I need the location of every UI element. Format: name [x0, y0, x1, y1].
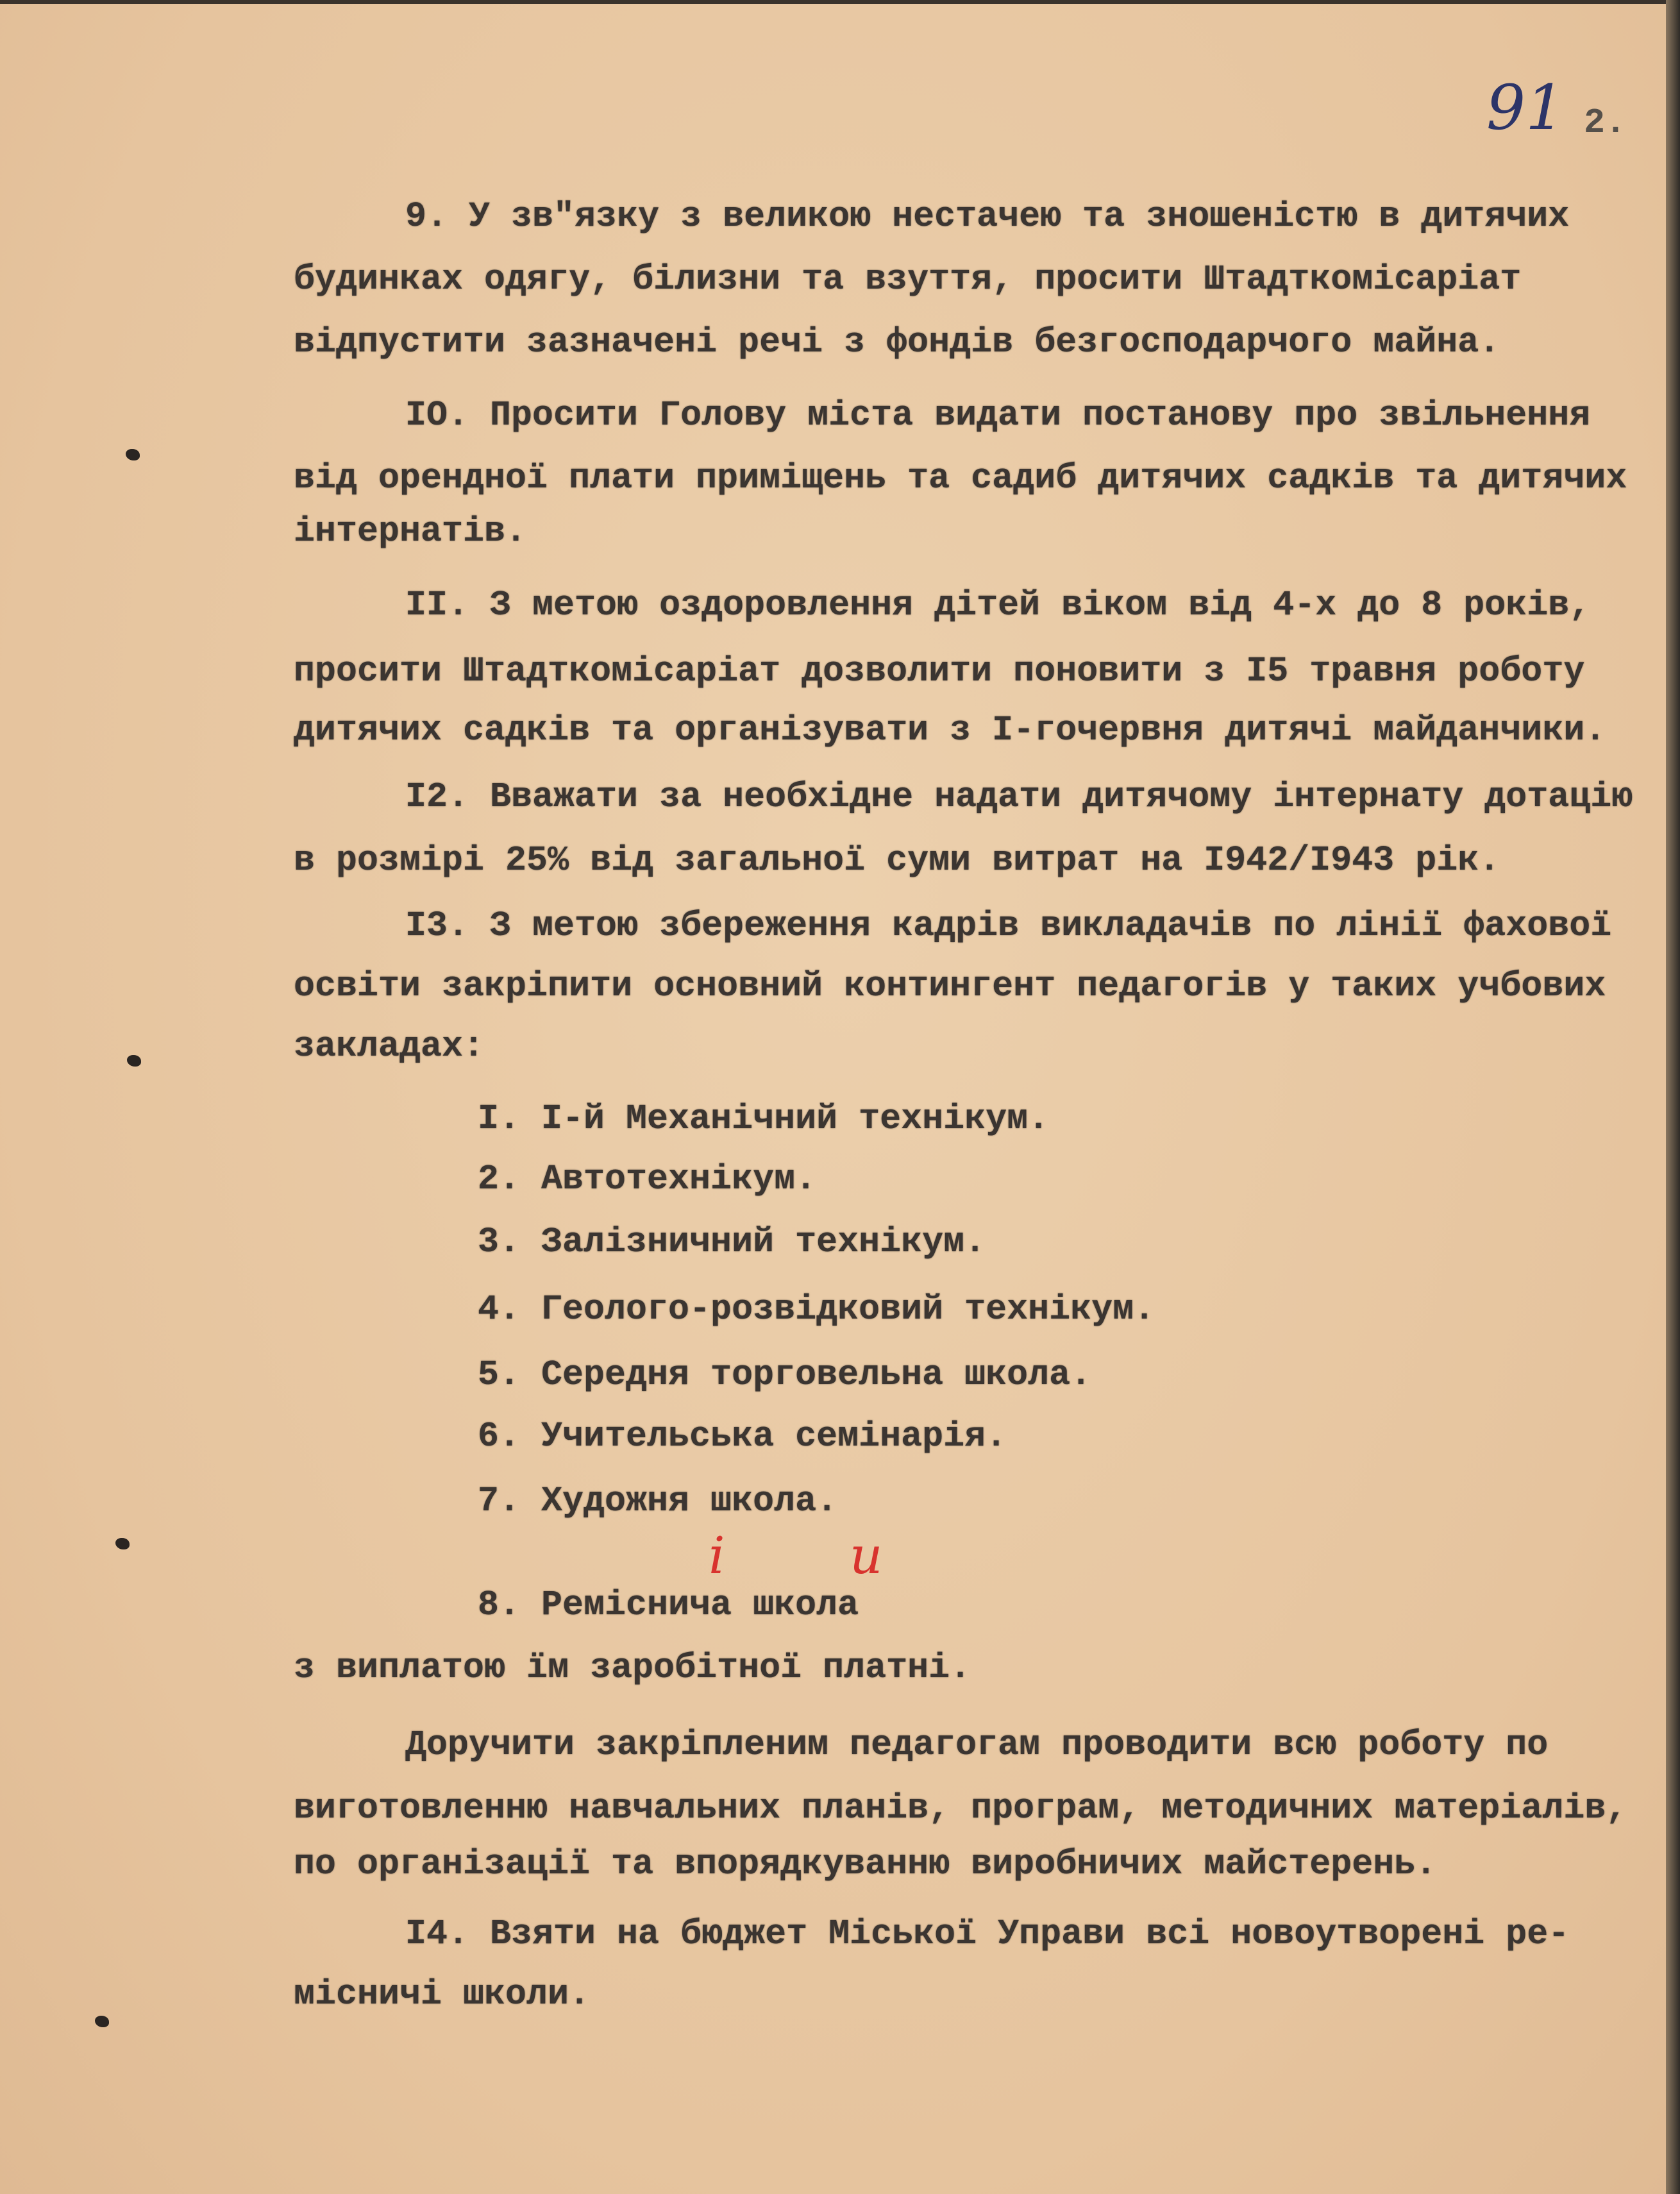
- text-line: просити Штадткомісаріат дозволити поновити з I5 травня роботу: [294, 651, 1585, 691]
- institution-list-item: 4. Геолого-розвідковий технікум.: [478, 1289, 1155, 1329]
- text-line: II. З метою оздоровлення дітей віком від 4-х до 8 років,: [405, 585, 1591, 625]
- institution-list-item: 3. Залізничний технікум.: [478, 1222, 986, 1262]
- text-line: від орендної плати приміщень та садиб дитячих садків та дитячих: [294, 458, 1627, 498]
- text-line: освіти закріпити основний контингент педагогів у таких учбових: [294, 966, 1606, 1006]
- text-line: I2. Вважати за необхідне надати дитячому інтернату дотацію: [405, 777, 1633, 817]
- handwritten-page-number: 91: [1486, 72, 1565, 144]
- punch-hole-mark: [95, 2016, 109, 2027]
- institution-list-item: 6. Учительська семінарія.: [478, 1416, 1007, 1456]
- institution-list-item: I. I-й Механічний технікум.: [478, 1099, 1050, 1139]
- text-line: I4. Взяти на бюджет Міської Управи всі новоутворені ре-: [405, 1914, 1570, 1954]
- text-line: відпустити зазначені речі з фондів безгосподарчого майна.: [294, 322, 1500, 362]
- red-handwritten-correction: и: [850, 1526, 883, 1585]
- text-line: будинках одягу, білизни та взуття, просити Штадткомісаріат: [294, 259, 1522, 300]
- institution-list-item: 2. Автотехнікум.: [478, 1159, 817, 1199]
- text-line: виготовленню навчальних планів, програм, методичних матеріалів,: [294, 1788, 1627, 1828]
- text-line: інтернатів.: [294, 511, 527, 552]
- punch-hole-mark: [127, 1055, 141, 1067]
- scan-edge-top: [0, 0, 1680, 4]
- text-line: Доручити закріпленим педагогам проводити всю роботу по: [405, 1725, 1549, 1765]
- text-line: місничі школи.: [294, 1974, 591, 2014]
- scan-edge-right: [1666, 0, 1680, 2194]
- institution-list-item: 8. Ремісничa школа: [478, 1585, 859, 1625]
- text-line: по організації та впорядкуванню виробничих майстерень.: [294, 1844, 1437, 1884]
- text-line: дитячих садків та організувати з I-гочервня дитячі майданчики.: [294, 710, 1606, 750]
- text-line: закладах:: [294, 1026, 485, 1067]
- punch-hole-mark: [115, 1538, 130, 1549]
- institution-list-item: 7. Художня школа.: [478, 1481, 838, 1521]
- red-handwritten-correction: і: [709, 1526, 725, 1585]
- text-line: IO. Просити Голову міста видати постанову про звільнення: [405, 395, 1591, 435]
- text-line: в розмірі 25% від загальної суми витрат на I942/I943 рік.: [294, 840, 1500, 881]
- institution-list-item: 5. Середня торговельна школа.: [478, 1354, 1092, 1395]
- text-line: з виплатою їм заробітної платні.: [294, 1648, 971, 1688]
- text-line: 9. У зв"язку з великою нестачею та зношеністю в дитячих: [405, 196, 1570, 237]
- typed-page-number: 2.: [1584, 103, 1627, 143]
- text-line: I3. З метою збереження кадрів викладачів по лінії фахової: [405, 906, 1612, 946]
- punch-hole-mark: [126, 449, 140, 460]
